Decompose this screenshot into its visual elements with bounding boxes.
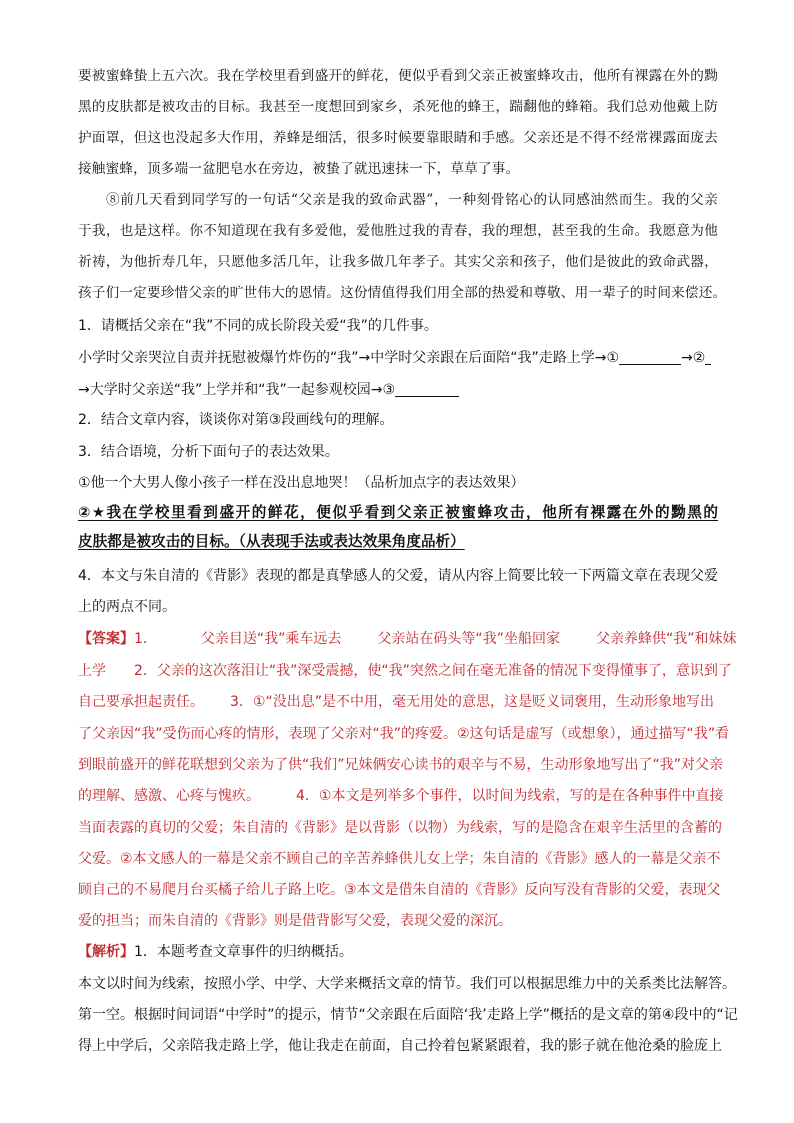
answer-line: [78, 629, 737, 649]
analysis-text: 1．本题考查文章事件的归纳概括。: [134, 944, 353, 960]
question-3-sentence-1: [78, 473, 718, 493]
question-4: 上的两点不同。: [78, 599, 176, 615]
answer-item: 4．①本文是列举多个事件，以时间为线索，写的是在各种事件中直接: [296, 788, 724, 804]
answer-line: 爱的担当；而朱自清的《背影》则是借背影写父爱，表现父爱的深沉。: [78, 913, 512, 929]
answer-number: 1．: [134, 631, 157, 647]
question-3: 3．结合语境，分析下面句子的表达效果。: [78, 444, 339, 460]
sentence-note: （品析加点字的表达效果）: [356, 475, 525, 491]
answer-line: 父爱。②本文感人的一幕是父亲不顾自己的辛苦养蜂供儿女上学；朱自清的《背影》感人的一幕是父亲不: [78, 851, 721, 867]
analysis-line: 得上中学后，父亲陪我走路上学，他让我走在前面，自己拎着包紧紧跟着，我的影子就在他沧桑的脸庞上: [78, 1038, 722, 1054]
question-1-chain: [78, 348, 718, 368]
answer-item: 父亲目送“我”乘车远去: [200, 631, 342, 647]
answer-label: 【答案】: [78, 631, 134, 647]
analysis-label: 【解析】: [78, 944, 134, 960]
sentence-text: ①他一个大男人像小孩子一样在没出息地哭！: [78, 475, 357, 491]
answer-line: 到眼前盛开的鲜花联想到父亲为了供“我们”兄妹俩安心读书的艰辛与不易，生动形象地写出了“我”对父亲: [78, 757, 724, 773]
answer-blank-1[interactable]: [619, 350, 681, 365]
passage-line: ⑧前几天看到同学写的一句话“父亲是我的致命武器”，一种刻骨铭心的认同感油然而生。我的父亲: [106, 192, 718, 208]
chain-arrow: →②: [681, 350, 706, 366]
answer-blank-2[interactable]: [705, 350, 711, 365]
answer-line: [78, 786, 724, 806]
passage-line: 黑的皮肤都是被攻击的目标。我甚至一度想回到家乡，杀死他的蜂王，踹翻他的蜂箱。我们总劝他戴上防: [78, 99, 718, 115]
passage-line: 护面罩，但这也没起多大作用，养蜂是细活，很多时候要靠眼睛和手感。父亲还是不得不经常裸露面庞去: [78, 130, 718, 146]
chain-text: →大学时父亲送“我”上学并和“我”一起参观校园→③: [78, 382, 396, 398]
question-2: 2．结合文章内容，谈谈你对第③段画线句的理解。: [78, 412, 394, 428]
answer-line: [78, 661, 732, 681]
answer-item: 2．父亲的这次落泪让“我”深受震撼，使“我”突然之间在毫无准备的情况下变得懂事了，意识到了: [134, 663, 732, 679]
chain-text: 小学时父亲哭泣自责并抚慰被爆竹炸伤的“我”→中学时父亲跟在后面陪“我”走路上学→①: [78, 350, 620, 366]
answer-blank-3[interactable]: [395, 382, 459, 397]
question-3-sentence-2: 皮肤都是被攻击的目标。（从表现手法或表达效果角度品析）: [78, 533, 465, 550]
answer-item: 父亲养蜂供“我”和妹妹: [595, 631, 737, 647]
passage-line: 接触蜜蜂，顶多端一盆肥皂水在旁边，被蛰了就迅速抹一下，草草了事。: [78, 161, 520, 177]
passage-line: 要被蜜蜂蛰上五六次。我在学校里看到盛开的鲜花，便似乎看到父亲正被蜜蜂攻击，他所有裸露在外的黝: [78, 68, 718, 84]
answer-line: 了父亲因“我”受伤而心疼的情形，表现了父亲对“我”的疼爱。②这句话是虚写（或想象），通过描写“我”看: [78, 726, 730, 742]
answer-line: 当面表露的真切的父爱；朱自清的《背影》是以背影（以物）为线索，写的是隐含在艰辛生活里的含蓄的: [78, 820, 722, 836]
passage-line: 于我，也是这样。你不知道现在我有多爱他，爱他胜过我的青春，我的理想，甚至我的生命。我愿意为他: [78, 223, 718, 239]
question-4: 4．本文与朱自清的《背影》表现的都是真挚感人的父爱，请从内容上简要比较一下两篇文章在表现父爱: [78, 568, 718, 584]
analysis-line: 本文以时间为线索，按照小学、中学、大学来概括文章的情节。我们可以根据思维力中的关系类比法解答。: [78, 976, 736, 992]
question-1: 1．请概括父亲在“我”不同的成长阶段关爱“我”的几件事。: [78, 318, 438, 334]
answer-item: 3．①“没出息”是不中用，毫无用处的意思，这是贬义词褒用，生动形象地写出: [230, 694, 714, 710]
question-1-chain: [78, 380, 718, 400]
answer-item: 自己要承担起责任。: [78, 694, 204, 710]
analysis-line: 第一空。根据时间词语“中学时”的提示，情节“父亲跟在后面陪‘我’走路上学”概括的是文章的第④段中的“记: [78, 1007, 738, 1023]
answer-item: 上学: [78, 663, 106, 679]
analysis-line: [78, 942, 718, 962]
answer-item: 父亲站在码头等“我”坐船回家: [377, 631, 560, 647]
answer-line: [78, 692, 718, 712]
answer-line: 顾自己的不易爬月台买橘子给儿子路上吃。③本文是借朱自清的《背影》反向写没有背影的父爱，表现父: [78, 882, 721, 898]
answer-item: 的理解、感激、心疼与愧疚。: [78, 788, 260, 804]
passage-line: 孩子们一定要珍惜父亲的旷世伟大的恩情。这份情值得我们用全部的热爱和尊敬、用一辈子的时间来偿还。: [78, 285, 727, 301]
question-3-sentence-2: ②★我在学校里看到盛开的鲜花，便似乎看到父亲正被蜜蜂攻击，他所有裸露在外的黝黑的: [78, 504, 718, 521]
passage-line: 祈祷，为他折寿几年，只愿他多活几年，让我多做几年孝子。其实父亲和孩子，他们是彼此的致命武器，: [78, 254, 718, 270]
